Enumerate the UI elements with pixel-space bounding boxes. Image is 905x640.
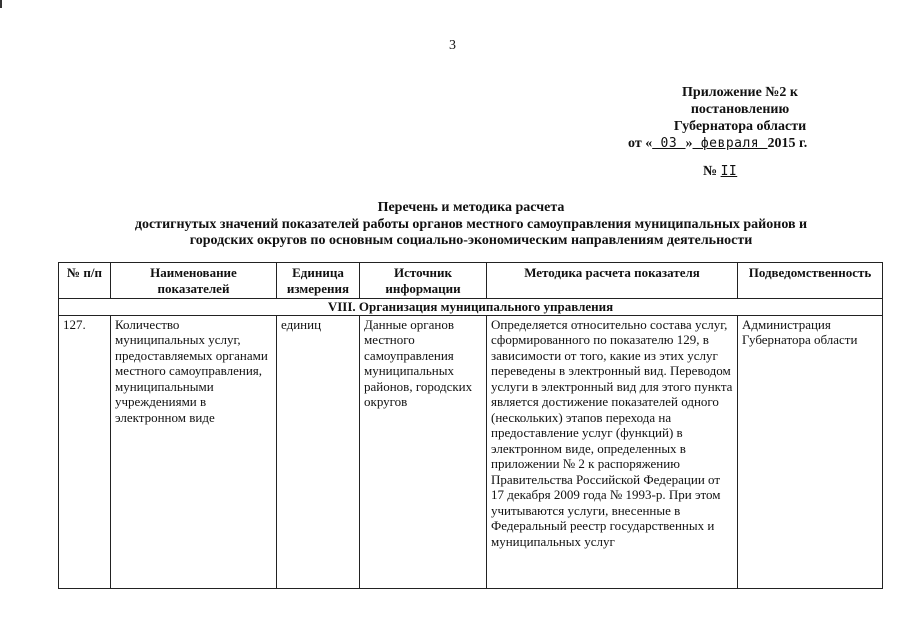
section-title: VIII. Организация муниципального управления <box>59 299 883 316</box>
number-label: № <box>703 164 718 179</box>
document-title <box>60 200 882 250</box>
title-line-1: Перечень и методика расчета <box>377 200 565 215</box>
date-prefix: от « <box>628 136 653 151</box>
date-month: февраля <box>692 136 768 151</box>
date-year: 2015 г. <box>767 136 808 151</box>
section-row <box>59 299 883 316</box>
cell-source: Данные органов местного самоуправления муниципальных районов, городских округов <box>360 315 487 588</box>
appendix-number <box>703 164 737 180</box>
date-mid: » <box>685 136 693 151</box>
number-value: II <box>720 164 738 179</box>
header-source: Источник информации <box>360 263 487 299</box>
table-row <box>59 315 883 588</box>
appendix-date <box>628 136 807 152</box>
title-line-2: достигнутых значений показателей работы органов местного самоуправления муниципальных районов и <box>134 216 808 232</box>
cell-subordination: Администрация Губернатора области <box>738 315 883 588</box>
appendix-header <box>600 84 880 135</box>
header-name: Наименование показателей <box>111 263 277 299</box>
scan-margin-mark <box>0 0 2 8</box>
table-header-row <box>59 263 883 299</box>
indicators-table <box>58 262 883 589</box>
cell-num: 127. <box>59 315 111 588</box>
page-number: 3 <box>449 38 456 53</box>
header-num: № п/п <box>59 263 111 299</box>
cell-name: Количество муниципальных услуг, предоставляемых органами местного самоуправления, муниципальными учреждениями в электронном виде <box>111 315 277 588</box>
header-method: Методика расчета показателя <box>487 263 738 299</box>
title-line-3: городских округов по основным социально-экономическим направлениям деятельности <box>189 233 753 248</box>
appendix-line-2: постановлению <box>690 102 790 117</box>
appendix-line-1: Приложение №2 к <box>682 85 798 100</box>
cell-method: Определяется относительно состава услуг, сформированного по показателю 129, в зависимости от того, какие из этих услуг переведены в электронный вид. Переводом услуги в электронный вид для этого пункта является достижение показателей одного (нескольких) этапов перехода на предоставление услуг (функций) в электронном виде, определенных в приложении № 2 к распоряжению Правительства Российской Федерации от 17 декабря 2009 года № 1993-р. При этом учитываются услуги, внесенные в Федеральный реестр государственных и муниципальных услуг <box>487 315 738 588</box>
header-subordination: Подведомственность <box>738 263 883 299</box>
header-unit: Единица измерения <box>277 263 360 299</box>
date-day: 03 <box>652 136 686 151</box>
appendix-line-3: Губернатора области <box>673 119 807 134</box>
cell-unit: единиц <box>277 315 360 588</box>
